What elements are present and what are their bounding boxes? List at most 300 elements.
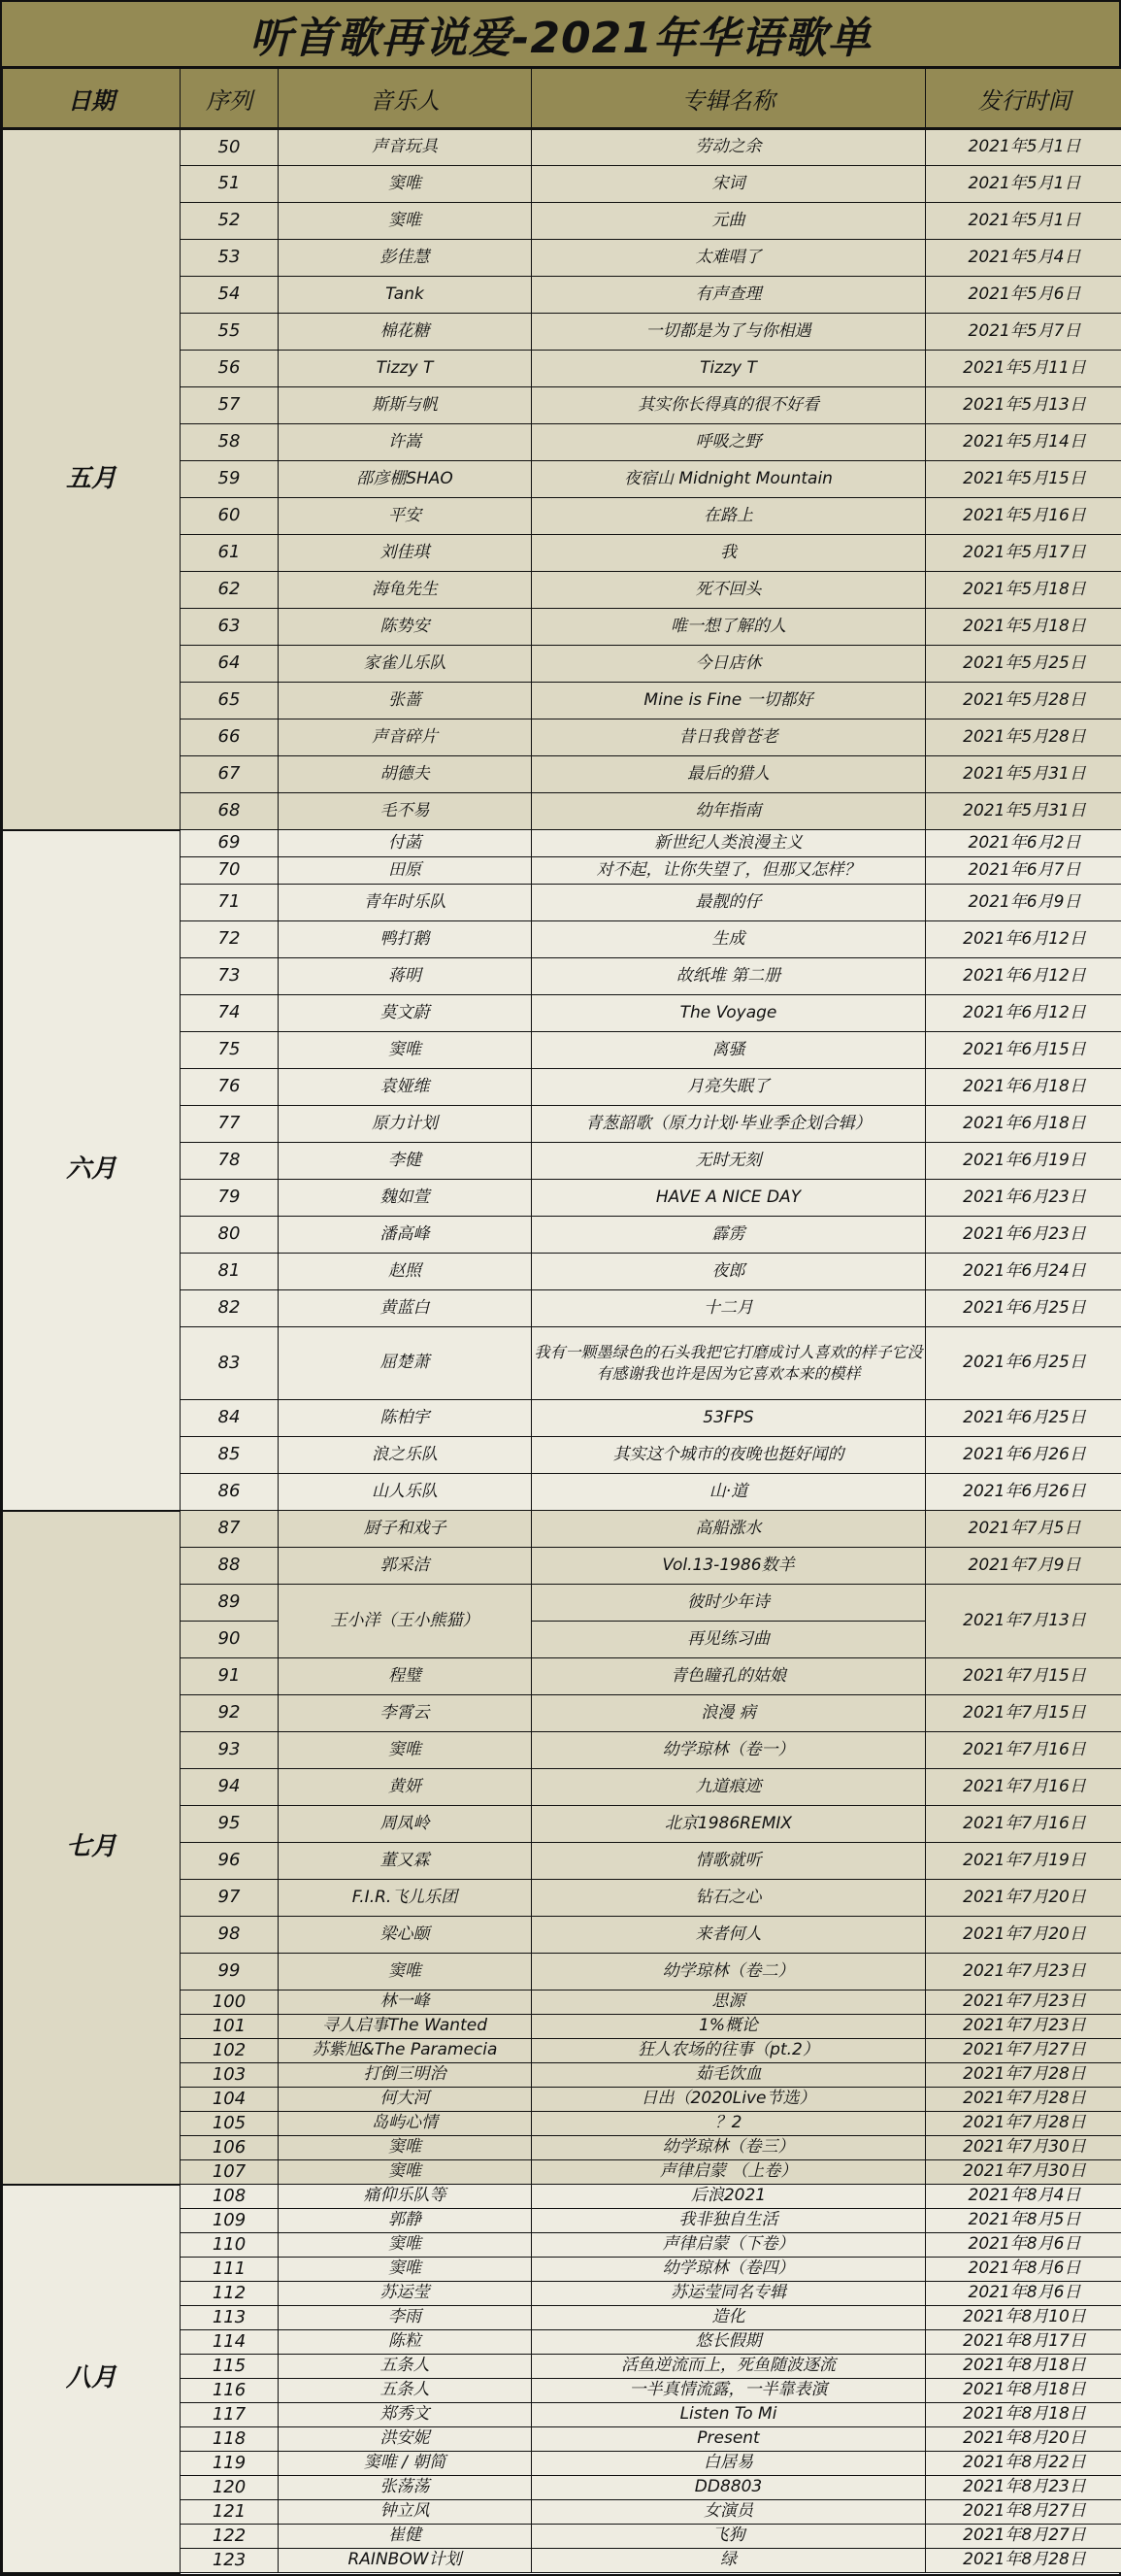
- seq-cell[interactable]: 78: [181, 1143, 279, 1180]
- artist-cell[interactable]: 何大河: [279, 2088, 532, 2112]
- album-cell[interactable]: 思源: [532, 1991, 926, 2015]
- album-cell[interactable]: 其实你长得真的很不好看: [532, 387, 926, 424]
- release-date-cell[interactable]: 2021年6月25日: [926, 1400, 1121, 1437]
- album-cell[interactable]: DD8803: [532, 2476, 926, 2500]
- release-date-cell[interactable]: 2021年7月20日: [926, 1917, 1121, 1954]
- album-cell[interactable]: 今日店休: [532, 646, 926, 683]
- seq-cell[interactable]: 98: [181, 1917, 279, 1954]
- seq-cell[interactable]: 89: [181, 1585, 279, 1622]
- seq-cell[interactable]: 74: [181, 995, 279, 1032]
- artist-cell[interactable]: 海龟先生: [279, 572, 532, 609]
- seq-cell[interactable]: 87: [181, 1511, 279, 1548]
- seq-cell[interactable]: 70: [181, 857, 279, 885]
- seq-cell[interactable]: 120: [181, 2476, 279, 2500]
- artist-cell[interactable]: 鸭打鹅: [279, 921, 532, 958]
- seq-cell[interactable]: 62: [181, 572, 279, 609]
- artist-cell[interactable]: 张荡荡: [279, 2476, 532, 2500]
- album-cell[interactable]: ？2: [532, 2112, 926, 2136]
- seq-cell[interactable]: 63: [181, 609, 279, 646]
- seq-cell[interactable]: 55: [181, 314, 279, 351]
- artist-cell[interactable]: 彭佳慧: [279, 240, 532, 277]
- artist-cell[interactable]: 郭静: [279, 2209, 532, 2233]
- album-cell[interactable]: 十二月: [532, 1290, 926, 1327]
- release-date-cell[interactable]: 2021年8月18日: [926, 2379, 1121, 2403]
- release-date-cell[interactable]: 2021年8月17日: [926, 2330, 1121, 2355]
- release-date-cell[interactable]: 2021年6月12日: [926, 995, 1121, 1032]
- artist-cell[interactable]: 痛仰乐队等: [279, 2185, 532, 2209]
- release-date-cell[interactable]: 2021年6月24日: [926, 1254, 1121, 1290]
- release-date-cell[interactable]: 2021年7月23日: [926, 1954, 1121, 1991]
- album-cell[interactable]: 白居易: [532, 2452, 926, 2476]
- seq-cell[interactable]: 90: [181, 1622, 279, 1658]
- album-cell[interactable]: 浪漫 病: [532, 1695, 926, 1732]
- release-date-cell[interactable]: 2021年8月6日: [926, 2258, 1121, 2282]
- artist-cell[interactable]: 田原: [279, 857, 532, 885]
- release-date-cell[interactable]: 2021年8月20日: [926, 2427, 1121, 2452]
- album-cell[interactable]: 苏运莹同名专辑: [532, 2282, 926, 2306]
- column-header-month[interactable]: 日期: [3, 69, 181, 129]
- album-cell[interactable]: 我: [532, 535, 926, 572]
- artist-cell[interactable]: 窦唯: [279, 166, 532, 203]
- column-header-album[interactable]: 专辑名称: [532, 69, 926, 129]
- seq-cell[interactable]: 115: [181, 2355, 279, 2379]
- artist-cell[interactable]: RAINBOW计划: [279, 2549, 532, 2573]
- month-cell[interactable]: 五月: [3, 129, 181, 830]
- artist-cell[interactable]: 胡德夫: [279, 756, 532, 793]
- artist-cell[interactable]: 窦唯: [279, 2136, 532, 2160]
- release-date-cell[interactable]: 2021年8月10日: [926, 2306, 1121, 2330]
- artist-cell[interactable]: 林一峰: [279, 1991, 532, 2015]
- artist-cell[interactable]: 李健: [279, 1143, 532, 1180]
- seq-cell[interactable]: 93: [181, 1732, 279, 1769]
- release-date-cell[interactable]: 2021年8月23日: [926, 2476, 1121, 2500]
- album-cell[interactable]: 其实这个城市的夜晚也挺好闻的: [532, 1437, 926, 1474]
- artist-cell[interactable]: 打倒三明治: [279, 2063, 532, 2088]
- album-cell[interactable]: 在路上: [532, 498, 926, 535]
- release-date-cell[interactable]: 2021年5月14日: [926, 424, 1121, 461]
- release-date-cell[interactable]: 2021年6月26日: [926, 1474, 1121, 1511]
- seq-cell[interactable]: 65: [181, 683, 279, 719]
- seq-cell[interactable]: 88: [181, 1548, 279, 1585]
- release-date-cell[interactable]: 2021年8月6日: [926, 2282, 1121, 2306]
- seq-cell[interactable]: 72: [181, 921, 279, 958]
- release-date-cell[interactable]: 2021年7月28日: [926, 2063, 1121, 2088]
- album-cell[interactable]: 无时无刻: [532, 1143, 926, 1180]
- seq-cell[interactable]: 101: [181, 2015, 279, 2039]
- album-cell[interactable]: 昔日我曾苍老: [532, 719, 926, 756]
- seq-cell[interactable]: 52: [181, 203, 279, 240]
- seq-cell[interactable]: 94: [181, 1769, 279, 1806]
- artist-cell[interactable]: 洪安妮: [279, 2427, 532, 2452]
- artist-cell[interactable]: 黄蓝白: [279, 1290, 532, 1327]
- release-date-cell[interactable]: 2021年7月28日: [926, 2088, 1121, 2112]
- seq-cell[interactable]: 109: [181, 2209, 279, 2233]
- release-date-cell[interactable]: 2021年6月2日: [926, 830, 1121, 857]
- album-cell[interactable]: 幼学琼林（卷三）: [532, 2136, 926, 2160]
- artist-cell[interactable]: 邵彦棚SHAO: [279, 461, 532, 498]
- artist-cell[interactable]: 陈柏宇: [279, 1400, 532, 1437]
- artist-cell[interactable]: 刘佳琪: [279, 535, 532, 572]
- artist-cell[interactable]: 莫文蔚: [279, 995, 532, 1032]
- release-date-cell[interactable]: 2021年7月13日: [926, 1585, 1121, 1658]
- album-cell[interactable]: Tizzy T: [532, 351, 926, 387]
- album-cell[interactable]: 声律启蒙（下卷）: [532, 2233, 926, 2258]
- artist-cell[interactable]: 岛屿心情: [279, 2112, 532, 2136]
- artist-cell[interactable]: 窦唯: [279, 2258, 532, 2282]
- seq-cell[interactable]: 82: [181, 1290, 279, 1327]
- seq-cell[interactable]: 95: [181, 1806, 279, 1843]
- seq-cell[interactable]: 92: [181, 1695, 279, 1732]
- artist-cell[interactable]: 青年时乐队: [279, 885, 532, 921]
- seq-cell[interactable]: 105: [181, 2112, 279, 2136]
- artist-cell[interactable]: 郑秀文: [279, 2403, 532, 2427]
- release-date-cell[interactable]: 2021年7月20日: [926, 1880, 1121, 1917]
- artist-cell[interactable]: 声音玩具: [279, 129, 532, 166]
- seq-cell[interactable]: 84: [181, 1400, 279, 1437]
- seq-cell[interactable]: 110: [181, 2233, 279, 2258]
- release-date-cell[interactable]: 2021年6月23日: [926, 1217, 1121, 1254]
- month-cell[interactable]: 八月: [3, 2185, 181, 2573]
- album-cell[interactable]: 元曲: [532, 203, 926, 240]
- seq-cell[interactable]: 54: [181, 277, 279, 314]
- album-cell[interactable]: 绿: [532, 2549, 926, 2573]
- artist-cell[interactable]: 窦唯: [279, 2233, 532, 2258]
- release-date-cell[interactable]: 2021年5月18日: [926, 609, 1121, 646]
- column-header-date[interactable]: 发行时间: [926, 69, 1121, 129]
- release-date-cell[interactable]: 2021年5月17日: [926, 535, 1121, 572]
- artist-cell[interactable]: 张蔷: [279, 683, 532, 719]
- album-cell[interactable]: 再见练习曲: [532, 1622, 926, 1658]
- release-date-cell[interactable]: 2021年8月22日: [926, 2452, 1121, 2476]
- seq-cell[interactable]: 73: [181, 958, 279, 995]
- artist-cell[interactable]: 斯斯与帆: [279, 387, 532, 424]
- artist-cell[interactable]: 赵照: [279, 1254, 532, 1290]
- seq-cell[interactable]: 60: [181, 498, 279, 535]
- release-date-cell[interactable]: 2021年5月1日: [926, 203, 1121, 240]
- album-cell[interactable]: 幼年指南: [532, 793, 926, 830]
- album-cell[interactable]: 我有一颗墨绿色的石头我把它打磨成讨人喜欢的样子它没有感谢我也许是因为它喜欢本来的模样: [532, 1327, 926, 1400]
- release-date-cell[interactable]: 2021年6月15日: [926, 1032, 1121, 1069]
- release-date-cell[interactable]: 2021年5月6日: [926, 277, 1121, 314]
- seq-cell[interactable]: 50: [181, 129, 279, 166]
- release-date-cell[interactable]: 2021年5月16日: [926, 498, 1121, 535]
- album-cell[interactable]: 呼吸之野: [532, 424, 926, 461]
- seq-cell[interactable]: 91: [181, 1658, 279, 1695]
- release-date-cell[interactable]: 2021年5月25日: [926, 646, 1121, 683]
- release-date-cell[interactable]: 2021年5月1日: [926, 129, 1121, 166]
- album-cell[interactable]: 离骚: [532, 1032, 926, 1069]
- seq-cell[interactable]: 116: [181, 2379, 279, 2403]
- artist-cell[interactable]: F.I.R.飞儿乐团: [279, 1880, 532, 1917]
- release-date-cell[interactable]: 2021年5月28日: [926, 719, 1121, 756]
- album-cell[interactable]: 太难唱了: [532, 240, 926, 277]
- album-cell[interactable]: 最靓的仔: [532, 885, 926, 921]
- artist-cell[interactable]: 屈楚萧: [279, 1327, 532, 1400]
- artist-cell[interactable]: 郭采洁: [279, 1548, 532, 1585]
- seq-cell[interactable]: 114: [181, 2330, 279, 2355]
- artist-cell[interactable]: 平安: [279, 498, 532, 535]
- album-cell[interactable]: 彼时少年诗: [532, 1585, 926, 1622]
- release-date-cell[interactable]: 2021年8月18日: [926, 2355, 1121, 2379]
- seq-cell[interactable]: 77: [181, 1106, 279, 1143]
- release-date-cell[interactable]: 2021年6月26日: [926, 1437, 1121, 1474]
- column-header-artist[interactable]: 音乐人: [279, 69, 532, 129]
- release-date-cell[interactable]: 2021年8月28日: [926, 2549, 1121, 2573]
- artist-cell[interactable]: Tizzy T: [279, 351, 532, 387]
- artist-cell[interactable]: 窦唯: [279, 1732, 532, 1769]
- album-cell[interactable]: 日出（2020Live节选）: [532, 2088, 926, 2112]
- seq-cell[interactable]: 97: [181, 1880, 279, 1917]
- album-cell[interactable]: 钻石之心: [532, 1880, 926, 1917]
- seq-cell[interactable]: 122: [181, 2525, 279, 2549]
- artist-cell[interactable]: 山人乐队: [279, 1474, 532, 1511]
- release-date-cell[interactable]: 2021年5月1日: [926, 166, 1121, 203]
- album-cell[interactable]: 飞狗: [532, 2525, 926, 2549]
- seq-cell[interactable]: 117: [181, 2403, 279, 2427]
- seq-cell[interactable]: 53: [181, 240, 279, 277]
- artist-cell[interactable]: 声音碎片: [279, 719, 532, 756]
- album-cell[interactable]: 北京1986REMIX: [532, 1806, 926, 1843]
- artist-cell[interactable]: 陈粒: [279, 2330, 532, 2355]
- artist-cell[interactable]: 家雀儿乐队: [279, 646, 532, 683]
- album-cell[interactable]: 夜宿山 Midnight Mountain: [532, 461, 926, 498]
- album-cell[interactable]: 53FPS: [532, 1400, 926, 1437]
- seq-cell[interactable]: 108: [181, 2185, 279, 2209]
- artist-cell[interactable]: 五条人: [279, 2379, 532, 2403]
- release-date-cell[interactable]: 2021年5月4日: [926, 240, 1121, 277]
- artist-cell[interactable]: 窦唯: [279, 203, 532, 240]
- artist-cell[interactable]: 付菡: [279, 830, 532, 857]
- release-date-cell[interactable]: 2021年7月30日: [926, 2160, 1121, 2185]
- album-cell[interactable]: 一半真情流露，一半靠表演: [532, 2379, 926, 2403]
- release-date-cell[interactable]: 2021年6月25日: [926, 1290, 1121, 1327]
- release-date-cell[interactable]: 2021年5月18日: [926, 572, 1121, 609]
- artist-cell[interactable]: 程璧: [279, 1658, 532, 1695]
- seq-cell[interactable]: 112: [181, 2282, 279, 2306]
- album-cell[interactable]: 九道痕迹: [532, 1769, 926, 1806]
- artist-cell[interactable]: 李霄云: [279, 1695, 532, 1732]
- seq-cell[interactable]: 86: [181, 1474, 279, 1511]
- release-date-cell[interactable]: 2021年7月5日: [926, 1511, 1121, 1548]
- album-cell[interactable]: 青色瞳孔的姑娘: [532, 1658, 926, 1695]
- release-date-cell[interactable]: 2021年7月19日: [926, 1843, 1121, 1880]
- seq-cell[interactable]: 80: [181, 1217, 279, 1254]
- album-cell[interactable]: 山·道: [532, 1474, 926, 1511]
- release-date-cell[interactable]: 2021年7月15日: [926, 1658, 1121, 1695]
- artist-cell[interactable]: 苏紫旭&The Paramecia: [279, 2039, 532, 2063]
- artist-cell[interactable]: 原力计划: [279, 1106, 532, 1143]
- album-cell[interactable]: 高船涨水: [532, 1511, 926, 1548]
- album-cell[interactable]: 悠长假期: [532, 2330, 926, 2355]
- album-cell[interactable]: 声律启蒙 （上卷）: [532, 2160, 926, 2185]
- album-cell[interactable]: 活鱼逆流而上，死鱼随波逐流: [532, 2355, 926, 2379]
- artist-cell[interactable]: 陈势安: [279, 609, 532, 646]
- artist-cell[interactable]: 董又霖: [279, 1843, 532, 1880]
- artist-cell[interactable]: 蒋明: [279, 958, 532, 995]
- artist-cell[interactable]: 厨子和戏子: [279, 1511, 532, 1548]
- album-cell[interactable]: 生成: [532, 921, 926, 958]
- release-date-cell[interactable]: 2021年7月23日: [926, 1991, 1121, 2015]
- release-date-cell[interactable]: 2021年5月11日: [926, 351, 1121, 387]
- album-cell[interactable]: Vol.13-1986数羊: [532, 1548, 926, 1585]
- album-cell[interactable]: 有声查理: [532, 277, 926, 314]
- artist-cell[interactable]: 李雨: [279, 2306, 532, 2330]
- seq-cell[interactable]: 69: [181, 830, 279, 857]
- release-date-cell[interactable]: 2021年6月25日: [926, 1327, 1121, 1400]
- album-cell[interactable]: 青葱韶歌（原力计划·毕业季企划合辑）: [532, 1106, 926, 1143]
- release-date-cell[interactable]: 2021年6月12日: [926, 958, 1121, 995]
- release-date-cell[interactable]: 2021年7月16日: [926, 1769, 1121, 1806]
- column-header-seq[interactable]: 序列: [181, 69, 279, 129]
- release-date-cell[interactable]: 2021年6月18日: [926, 1106, 1121, 1143]
- release-date-cell[interactable]: 2021年7月27日: [926, 2039, 1121, 2063]
- seq-cell[interactable]: 106: [181, 2136, 279, 2160]
- artist-cell[interactable]: 黄妍: [279, 1769, 532, 1806]
- album-cell[interactable]: Listen To Mi: [532, 2403, 926, 2427]
- seq-cell[interactable]: 85: [181, 1437, 279, 1474]
- album-cell[interactable]: 幼学琼林（卷四）: [532, 2258, 926, 2282]
- release-date-cell[interactable]: 2021年6月19日: [926, 1143, 1121, 1180]
- release-date-cell[interactable]: 2021年5月28日: [926, 683, 1121, 719]
- release-date-cell[interactable]: 2021年7月15日: [926, 1695, 1121, 1732]
- seq-cell[interactable]: 51: [181, 166, 279, 203]
- artist-cell[interactable]: 崔健: [279, 2525, 532, 2549]
- seq-cell[interactable]: 68: [181, 793, 279, 830]
- release-date-cell[interactable]: 2021年6月7日: [926, 857, 1121, 885]
- month-cell[interactable]: 七月: [3, 1511, 181, 2185]
- seq-cell[interactable]: 81: [181, 1254, 279, 1290]
- release-date-cell[interactable]: 2021年5月31日: [926, 793, 1121, 830]
- album-cell[interactable]: 后浪2021: [532, 2185, 926, 2209]
- seq-cell[interactable]: 58: [181, 424, 279, 461]
- artist-cell[interactable]: 苏运莹: [279, 2282, 532, 2306]
- seq-cell[interactable]: 66: [181, 719, 279, 756]
- release-date-cell[interactable]: 2021年7月28日: [926, 2112, 1121, 2136]
- album-cell[interactable]: 我非独自生活: [532, 2209, 926, 2233]
- artist-cell[interactable]: 钟立风: [279, 2500, 532, 2525]
- artist-cell[interactable]: 五条人: [279, 2355, 532, 2379]
- release-date-cell[interactable]: 2021年6月23日: [926, 1180, 1121, 1217]
- release-date-cell[interactable]: 2021年7月23日: [926, 2015, 1121, 2039]
- seq-cell[interactable]: 118: [181, 2427, 279, 2452]
- album-cell[interactable]: 月亮失眠了: [532, 1069, 926, 1106]
- album-cell[interactable]: HAVE A NICE DAY: [532, 1180, 926, 1217]
- seq-cell[interactable]: 61: [181, 535, 279, 572]
- release-date-cell[interactable]: 2021年5月15日: [926, 461, 1121, 498]
- seq-cell[interactable]: 104: [181, 2088, 279, 2112]
- album-cell[interactable]: 新世纪人类浪漫主义: [532, 830, 926, 857]
- album-cell[interactable]: Mine is Fine 一切都好: [532, 683, 926, 719]
- release-date-cell[interactable]: 2021年5月31日: [926, 756, 1121, 793]
- seq-cell[interactable]: 76: [181, 1069, 279, 1106]
- album-cell[interactable]: 故纸堆 第二册: [532, 958, 926, 995]
- album-cell[interactable]: Present: [532, 2427, 926, 2452]
- artist-cell[interactable]: 窦唯: [279, 2160, 532, 2185]
- artist-cell[interactable]: 周凤岭: [279, 1806, 532, 1843]
- seq-cell[interactable]: 59: [181, 461, 279, 498]
- album-cell[interactable]: 霹雳: [532, 1217, 926, 1254]
- release-date-cell[interactable]: 2021年8月6日: [926, 2233, 1121, 2258]
- album-cell[interactable]: 一切都是为了与你相遇: [532, 314, 926, 351]
- artist-cell[interactable]: 袁娅维: [279, 1069, 532, 1106]
- release-date-cell[interactable]: 2021年7月16日: [926, 1732, 1121, 1769]
- album-cell[interactable]: 夜郎: [532, 1254, 926, 1290]
- artist-cell[interactable]: 浪之乐队: [279, 1437, 532, 1474]
- album-cell[interactable]: 唯一想了解的人: [532, 609, 926, 646]
- release-date-cell[interactable]: 2021年5月7日: [926, 314, 1121, 351]
- album-cell[interactable]: 幼学琼林（卷一）: [532, 1732, 926, 1769]
- month-cell[interactable]: 六月: [3, 830, 181, 1511]
- artist-cell[interactable]: 棉花糖: [279, 314, 532, 351]
- release-date-cell[interactable]: 2021年6月18日: [926, 1069, 1121, 1106]
- release-date-cell[interactable]: 2021年8月27日: [926, 2525, 1121, 2549]
- seq-cell[interactable]: 113: [181, 2306, 279, 2330]
- album-cell[interactable]: The Voyage: [532, 995, 926, 1032]
- seq-cell[interactable]: 67: [181, 756, 279, 793]
- seq-cell[interactable]: 123: [181, 2549, 279, 2573]
- artist-cell[interactable]: Tank: [279, 277, 532, 314]
- album-cell[interactable]: 来者何人: [532, 1917, 926, 1954]
- album-cell[interactable]: 最后的猎人: [532, 756, 926, 793]
- album-cell[interactable]: 劳动之余: [532, 129, 926, 166]
- release-date-cell[interactable]: 2021年7月16日: [926, 1806, 1121, 1843]
- seq-cell[interactable]: 103: [181, 2063, 279, 2088]
- album-cell[interactable]: 造化: [532, 2306, 926, 2330]
- album-cell[interactable]: 幼学琼林（卷二）: [532, 1954, 926, 1991]
- artist-cell[interactable]: 魏如萱: [279, 1180, 532, 1217]
- artist-cell[interactable]: 潘高峰: [279, 1217, 532, 1254]
- seq-cell[interactable]: 56: [181, 351, 279, 387]
- release-date-cell[interactable]: 2021年7月30日: [926, 2136, 1121, 2160]
- release-date-cell[interactable]: 2021年8月27日: [926, 2500, 1121, 2525]
- artist-cell[interactable]: 许嵩: [279, 424, 532, 461]
- release-date-cell[interactable]: 2021年8月5日: [926, 2209, 1121, 2233]
- album-cell[interactable]: 茹毛饮血: [532, 2063, 926, 2088]
- seq-cell[interactable]: 107: [181, 2160, 279, 2185]
- album-cell[interactable]: 女演员: [532, 2500, 926, 2525]
- release-date-cell[interactable]: 2021年6月9日: [926, 885, 1121, 921]
- album-cell[interactable]: 对不起，让你失望了，但那又怎样？: [532, 857, 926, 885]
- album-cell[interactable]: 狂人农场的往事（pt.2）: [532, 2039, 926, 2063]
- release-date-cell[interactable]: 2021年7月9日: [926, 1548, 1121, 1585]
- seq-cell[interactable]: 75: [181, 1032, 279, 1069]
- seq-cell[interactable]: 102: [181, 2039, 279, 2063]
- seq-cell[interactable]: 79: [181, 1180, 279, 1217]
- album-cell[interactable]: 宋词: [532, 166, 926, 203]
- release-date-cell[interactable]: 2021年8月18日: [926, 2403, 1121, 2427]
- release-date-cell[interactable]: 2021年5月13日: [926, 387, 1121, 424]
- release-date-cell[interactable]: 2021年8月4日: [926, 2185, 1121, 2209]
- album-cell[interactable]: 死不回头: [532, 572, 926, 609]
- seq-cell[interactable]: 119: [181, 2452, 279, 2476]
- seq-cell[interactable]: 121: [181, 2500, 279, 2525]
- artist-cell[interactable]: 王小洋（王小熊猫）: [279, 1585, 532, 1658]
- seq-cell[interactable]: 100: [181, 1991, 279, 2015]
- release-date-cell[interactable]: 2021年6月12日: [926, 921, 1121, 958]
- artist-cell[interactable]: 寻人启事The Wanted: [279, 2015, 532, 2039]
- artist-cell[interactable]: 梁心颐: [279, 1917, 532, 1954]
- seq-cell[interactable]: 111: [181, 2258, 279, 2282]
- seq-cell[interactable]: 57: [181, 387, 279, 424]
- seq-cell[interactable]: 83: [181, 1327, 279, 1400]
- album-cell[interactable]: 情歌就听: [532, 1843, 926, 1880]
- artist-cell[interactable]: 窦唯: [279, 1032, 532, 1069]
- seq-cell[interactable]: 64: [181, 646, 279, 683]
- artist-cell[interactable]: 毛不易: [279, 793, 532, 830]
- seq-cell[interactable]: 71: [181, 885, 279, 921]
- artist-cell[interactable]: 窦唯 / 朝简: [279, 2452, 532, 2476]
- album-cell[interactable]: 1%概论: [532, 2015, 926, 2039]
